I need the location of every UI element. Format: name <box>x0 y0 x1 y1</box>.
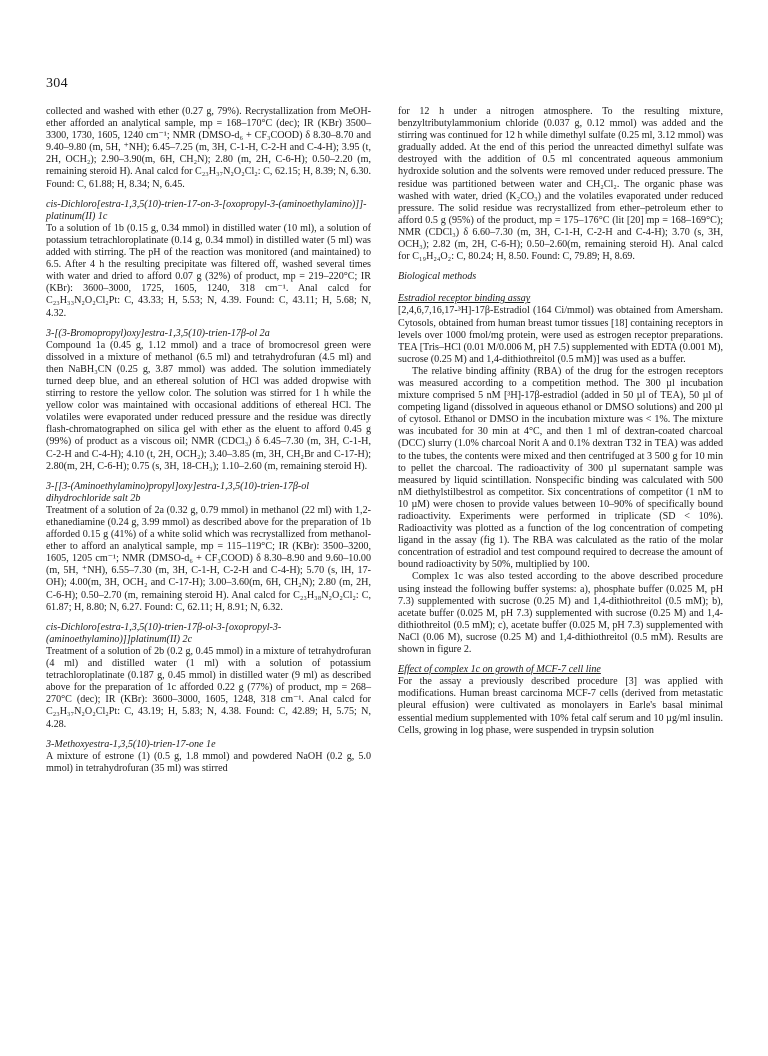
compound-heading: 3-[[3-(Aminoethylamino)propyl]oxy]estra-1,3,5(10)-trien-17β-ol dihydrochloride salt 2b <box>46 480 310 504</box>
paragraph: The relative binding affinity (RBA) of the drug for the estrogen receptors was measured according to a competition method. The 300 µl incubation mixture comprised 5 nM [³H]-17β-estradiol (added in 50 µl of TEA), 50 µl of competing ligand (dissolved in aqueous ethanol or DMSO solutions) and 200 µl of cytosol. Ethanol or DMSO in the incubation mixture was < 1%. The mixture was incubated for 30 min at 4°C, and then 1 ml of dextran-coated charcoal (DCC) slurry (1.0% charcoal Norit A and 0.1% dextran T32 in TEA) was added to the tubes, the contents were mixed and then centrifuged at 3 500 g for 10 min to pellet the charcoal. The radioactivity of 300 µl supernatant sample was measured by liquid scintillation. Nonspecific binding was calculated with 500 nM diethylstilbestrol as competitor. Six concentrations of competitor (1 nM to 10 µM) were chosen to provide values between 10–90% of specifically bound radioactivity. Experiments were performed in triplicate (SD < 10%). Radioactivity was plotted as a function of the log concentration of competing ligand in the assay (fig 1). The RBA was calculated as the ratio of the molar concentration of estradiol and test compound required to decrease the amount of bound radioactivity by 50%, multiplied by 100. <box>398 365 723 571</box>
left-column <box>46 106 371 775</box>
paragraph: For the assay a previously described procedure [3] was applied with modifications. Human breast carcinoma MCF-7 cells (derived from metastatic pleural effusion) were cultivated as monolayers in Earle's basal minimal essential medium supplemented with 10% fetal calf serum and 10 µg/ml insulin. Cells, growing in log phase, were suspended in trypsin solution <box>398 676 723 736</box>
paragraph: A mixture of estrone (1) (0.5 g, 1.8 mmol) and powdered NaOH (0.2 g, 5.0 mmol) in tetrahydrofuran (35 ml) was stirred <box>46 750 371 774</box>
subsection-heading: Estradiol receptor binding assay <box>398 293 531 305</box>
right-column <box>398 106 723 737</box>
paragraph: collected and washed with ether (0.27 g, 79%). Recrystallization from MeOH-ether afforded an analytical sample, mp = 168–170°C (dec); IR (KBr) 3500–3300, 1730, 1605, 1240 cm⁻¹; NMR (DMSO-d₆ + CF₃COOD) δ 8.30–8.70 and 9.40–9.80 (m, 5H, ⁺NH); 6.45–7.25 (m, 3H, C-1-H, C-2-H and C-4-H); 3.95 (t, 2H, OCH₂); 2.90–3.90(m, 6H, CH₂N); 2.80 (m, 2H, C-6-H); 0.50–2.20 (m, remaining steroid H). Anal calcd for C₂₃H₃₇N₂O₂Cl₂: C, 62.15; H, 8.39; N, 6.30. Found: C, 61.88; H, 8.34; N, 6.45. <box>46 106 371 190</box>
paragraph: Complex 1c was also tested according to the above described procedure using instead the following buffer systems: a), phosphate buffer (0.025 M, pH 7.3) supplemented with sucrose (0.25 M) and 1,4-dithiothreitol (0.5 mM); b), acetate buffer (0.025 M, pH 7.3) supplemented with sucrose (0.25 M) and 1,4-dithiothreitol (0.5 mM); c), acetate buffer (0.025 M, pH 7.3) supplemented with NaCl (0.06 M), sucrose (0.25 M) and 1,4-dithiothreitol (0.5 mM). Results are shown in figure 2. <box>398 571 723 656</box>
paragraph: for 12 h under a nitrogen atmosphere. To the resulting mixture, benzyltributylammonium chloride (0.037 g, 0.12 mmol) was added and the stirring was continued for 12 h while dimethyl sulfate (0.25 ml, 3.12 mmol) was gradually added. At the end of this period the unreacted dimethyl sulfate was destroyed with the addition of 0.5 ml concentrated aqueous ammonium hydroxide solution and the solvents were removed under reduced pressure. The residue was partitioned between water and CH₂Cl₂. The organic phase was washed with water, dried (K₂CO₃) and the volatiles evaporated under reduced pressure. The solid residue was recrystallized from ether–petroleum ether to afford 0.5 g (95%) of the product, mp = 175–176°C (lit [20] mp = 168–169°C); NMR (CDCl₃) δ 6.60–7.30 (m, 3H, C-1-H, C-2-H and C-4-H); 3.70 (s, 3H, OCH₃); 2.82 (m, 2H, C-6-H); 0.50–2.60(m, remaining steroid H). Anal calcd for C₁₉H₂₄O₂: C, 80.24; H, 8.50. Found: C, 79.89; H, 8.69. <box>398 106 723 263</box>
compound-heading: 3-Methoxyestra-1,3,5(10)-trien-17-one 1e <box>46 738 216 750</box>
paragraph: Compound 1a (0.45 g, 1.12 mmol) and a trace of bromocresol green were dissolved in a mixture of methanol (6.5 ml) and tetrahydrofuran (4.5 ml) and then NaBH₃CN (0.25 g, 3.87 mmol) was added. The solution immediately turned deep blue, and an ethereal solution of HCl was added dropwise with stirring to restore the yellow color. The solution was stirred for 1 h while the yellow color was maintained with occasional additions of ethereal HCl. The volatiles were evaporated under reduced pressure and the residue was directly flash-chromatographed on silica gel with ether as the eluent to afford 0.45 g (99%) of product as a viscous oil; NMR (CDCl₃) δ 6.45–7.30 (m, 3H, C-1-H, C-2-H and C-4-H); 4.10 (t, 2H, OCH₂); 3.40–3.85 (m, 3H, CH₂Br and C-17-H); 2.80(m, 2H, C-6-H); 0.75 (s, 3H, 18-CH₃); 1.10–2.60 (m, remaining steroid H). <box>46 339 371 472</box>
paragraph: Treatment of a solution of 2a (0.32 g, 0.79 mmol) in methanol (22 ml) with 1,2-ethanediamine (0.24 g, 3.99 mmol) as described above for the preparation of 1b afforded 0.15 g (41%) of a white solid which was recrystallized from methanol-ether to afford an analytical sample, mp = 115–119°C; IR (KBr): 3500–3200, 1605, 1205 cm⁻¹; NMR (DMSO-d₆ + CF₃COOD) δ 8.30–8.90 and 9.60–10.00 (m, 5H, ⁺NH), 6.55–7.30 (m, 3H, C-1-H, C-2-H and C-4-H); 5.70 (s, lH, 17-OH); 4.00(m, 3H, OCH₂ and C-17-H); 3.00–3.60(m, 6H, CH₂N); 2.80 (m, 2H, C-6-H); 0.50–2.70 (m, remaining steroid H). Anal calcd for C₂₃H₃₈N₂O₂Cl₂: C, 61.87; H, 8.80; N, 6.27. Found: C, 62.11; H, 8.91; N, 6.32. <box>46 504 371 613</box>
paragraph: [2,4,6,7,16,17-³H]-17β-Estradiol (164 Ci/mmol) was obtained from Amersham. Cytosols, obtained from human breast tumor tissues [18] containing receptors in levels over 1000 fmol/mg protein, were used as estrogen receptor preparations. TEA [Tris–HCl (0.01 M/0.006 M, pH 7.5) supplemented with EDTA (0.001 M), sucrose (0.25 M) and 1,4-dithiothreitol (0.5 mM)] was used as a buffer. <box>398 305 723 365</box>
subsection-heading: Effect of complex 1c on growth of MCF-7 cell line <box>398 664 601 676</box>
compound-heading: cis-Dichloro[estra-1,3,5(10)-trien-17β-ol-3-[oxopropyl-3-(aminoethylamino)]]platinum(II) 2c <box>46 621 282 645</box>
compound-heading: cis-Dichloro[estra-1,3,5(10)-trien-17-on-3-[oxopropyl-3-(aminoethylamino)]]-platinum(II) 1c <box>46 198 367 222</box>
compound-heading: 3-[(3-Bromopropyl)oxy]estra-1,3,5(10)-trien-17β-ol 2a <box>46 327 270 339</box>
paragraph: Treatment of a solution of 2b (0.2 g, 0.45 mmol) in a mixture of tetrahydrofuran (4 ml) and distilled water (1 ml) with a solution of potassium tetrachloroplatinate (0.187 g, 0.45 mmol) in distilled water (9 ml) as described above for the preparation of 1c afforded 0.22 g (77%) of product, mp = 268–270°C (dec); IR (KBr): 3600–3000, 1605, 1248, 318 cm⁻¹. Anal calcd for C₂₃H₃₇N₂O₂Cl₂Pt: C, 43.19; H, 5.83; N, 4.38. Found: C, 42.89; H, 5.75; N, 4.28. <box>46 645 371 730</box>
section-heading: Biological methods <box>398 271 477 283</box>
paragraph: To a solution of 1b (0.15 g, 0.34 mmol) in distilled water (10 ml), a solution of potassium tetrachloroplatinate (0.14 g, 0.34 mmol) in distilled water (5 ml) was added with stirring. The pH of the reaction was monitored (and maintained) to 6.5. After 4 h the resulting precipitate was filtered off, washed several times with water and dried to afford 0.07 g (32%) of product, mp = 219–220°C; IR (KBr): 3600–3000, 1725, 1605, 1240, 318 cm⁻¹. Anal calcd for C₂₃H₃₃N₂O₂Cl₂Pt: C, 43.33; H, 5.53; N, 4.39. Found: C, 43.11; H, 5.68; N, 4.32. <box>46 222 371 319</box>
page-number: 304 <box>46 76 68 91</box>
